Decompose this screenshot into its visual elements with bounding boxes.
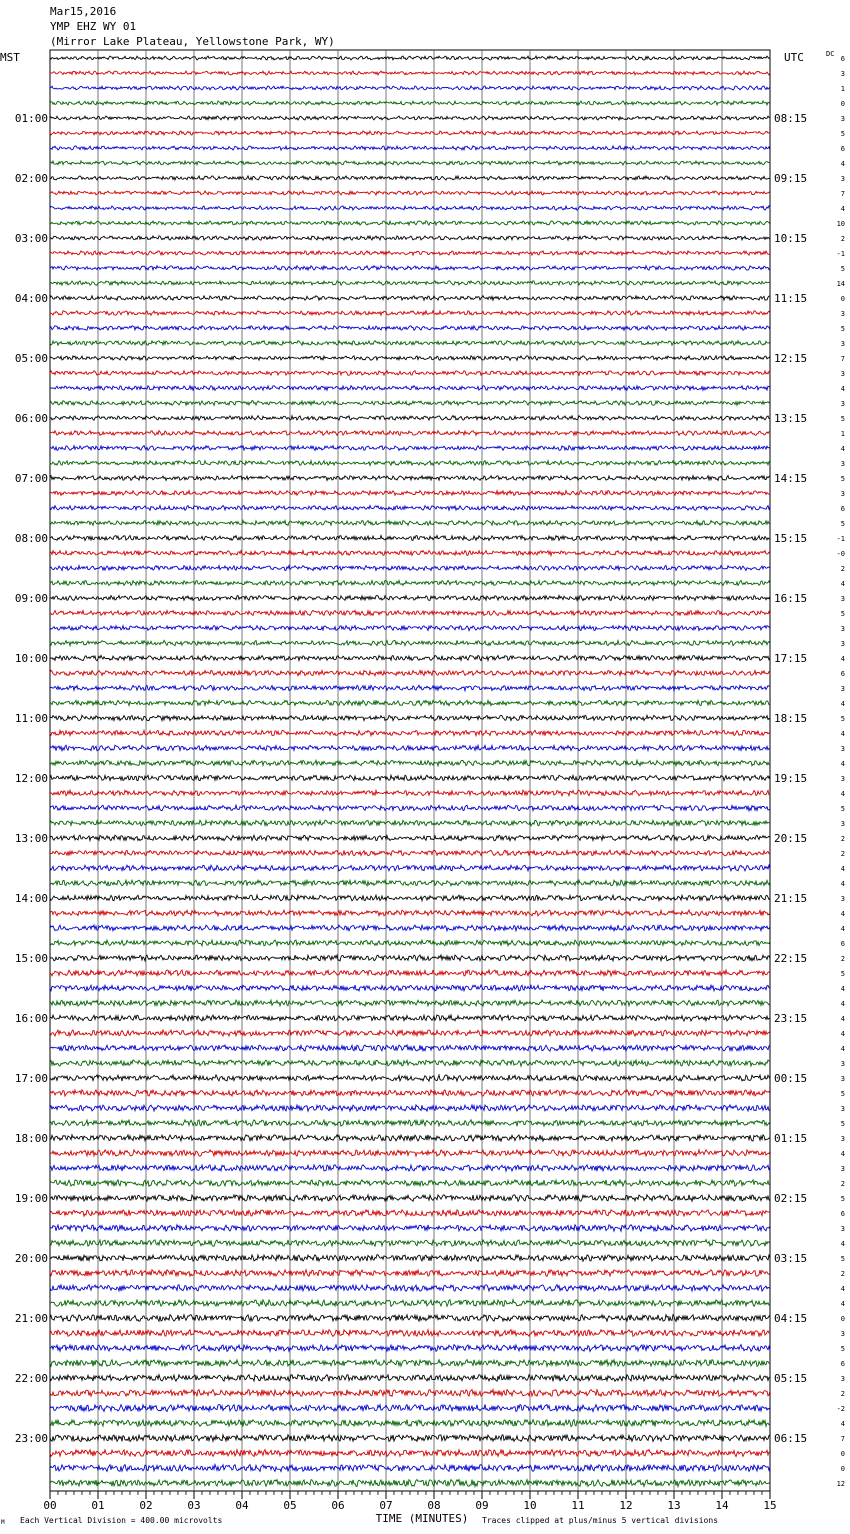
trace-line [50, 491, 770, 496]
trace-line [50, 1060, 770, 1066]
trace-line [50, 326, 770, 331]
utc-hour-label: 23:15 [774, 1012, 808, 1025]
dc-offset-value: 4 [840, 205, 845, 213]
dc-offset-value: 4 [840, 730, 845, 738]
x-tick-label: 02 [139, 1499, 153, 1512]
utc-hour-label: 10:15 [774, 232, 808, 245]
trace-line [50, 745, 770, 751]
utc-hour-label: 03:15 [774, 1252, 808, 1265]
trace-line [50, 521, 770, 526]
trace-line [50, 760, 770, 765]
dc-offset-value: 5 [840, 265, 845, 273]
trace-line [50, 955, 770, 961]
dc-offset-value: 6 [840, 55, 845, 63]
mst-hour-label: 23:00 [14, 1432, 48, 1445]
trace-line [50, 970, 770, 976]
utc-axis-label: UTC [784, 51, 804, 64]
trace-line [50, 116, 770, 120]
trace-line [50, 1045, 770, 1051]
dc-offset-value: 12 [836, 1480, 845, 1488]
dc-offset-value: -0 [836, 550, 845, 558]
trace-line [50, 895, 770, 901]
mst-hour-label: 06:00 [14, 412, 48, 425]
dc-offset-value: 2 [840, 955, 845, 963]
dc-offset-value: 6 [840, 940, 845, 948]
trace-line [50, 1180, 770, 1186]
trace-line [50, 386, 770, 391]
dc-offset-value: 3 [840, 775, 845, 783]
dc-offset-value: 4 [840, 790, 845, 798]
dc-offset-value: 5 [840, 1090, 845, 1098]
dc-offset-value: 5 [840, 805, 845, 813]
dc-offset-value: 2 [840, 235, 845, 243]
dc-offset-value: 3 [840, 175, 845, 183]
dc-offset-value: 2 [840, 850, 845, 858]
dc-offset-value: 4 [840, 910, 845, 918]
trace-line [50, 506, 770, 511]
trace-line [50, 551, 770, 556]
utc-hour-label: 12:15 [774, 352, 808, 365]
trace-line [50, 1240, 770, 1247]
dc-offset-value: 3 [840, 1330, 845, 1338]
x-tick-label: 14 [715, 1499, 729, 1512]
trace-line [50, 1090, 770, 1096]
trace-line [50, 925, 770, 931]
utc-hour-label: 20:15 [774, 832, 808, 845]
x-tick-label: 00 [43, 1499, 57, 1512]
trace-line [50, 446, 770, 451]
dc-offset-value: 3 [840, 1105, 845, 1113]
mst-hour-label: 22:00 [14, 1372, 48, 1385]
mst-hour-label: 09:00 [14, 592, 48, 605]
dc-offset-value: 4 [840, 985, 845, 993]
trace-line [50, 1360, 770, 1367]
trace-line [50, 371, 770, 376]
utc-hour-label: 08:15 [774, 112, 808, 125]
dc-offset-value: 4 [840, 1045, 845, 1053]
date-label: Mar15,2016 [50, 5, 117, 18]
dc-offset-value: -1 [836, 535, 845, 543]
dc-offset-value: 2 [840, 1390, 845, 1398]
x-tick-label: 03 [187, 1499, 201, 1512]
dc-offset-value: 3 [840, 370, 845, 378]
corner-mark: M [1, 1519, 5, 1526]
mst-hour-label: 07:00 [14, 472, 48, 485]
dc-offset-value: 4 [840, 655, 845, 663]
utc-hour-label: 19:15 [774, 772, 808, 785]
trace-line [50, 296, 770, 301]
trace-line [50, 1480, 770, 1487]
dc-offset-value: 0 [840, 1315, 845, 1323]
utc-hour-label: 13:15 [774, 412, 808, 425]
utc-hour-label: 21:15 [774, 892, 808, 905]
x-tick-label: 11 [571, 1499, 585, 1512]
dc-offset-value: 5 [840, 970, 845, 978]
trace-line [50, 356, 770, 361]
trace-line [50, 86, 770, 90]
dc-offset-value: 3 [840, 310, 845, 318]
dc-offset-value: 7 [840, 355, 845, 363]
trace-line [50, 1015, 770, 1021]
dc-offset-value: 6 [840, 145, 845, 153]
dc-offset-value: 4 [840, 160, 845, 168]
dc-offset-value: 3 [840, 1060, 845, 1068]
dc-offset-value: 4 [840, 445, 845, 453]
dc-offset-value: 7 [840, 1435, 845, 1443]
trace-line [50, 56, 770, 60]
dc-offset-value: 0 [840, 100, 845, 108]
trace-line [50, 251, 770, 255]
trace-line [50, 146, 770, 150]
utc-hour-label: 05:15 [774, 1372, 808, 1385]
trace-line [50, 401, 770, 406]
x-tick-label: 08 [427, 1499, 441, 1512]
dc-offset-value: 4 [840, 700, 845, 708]
trace-line [50, 820, 770, 826]
dc-offset-value: 3 [840, 490, 845, 498]
trace-line [50, 1075, 770, 1081]
mst-hour-label: 17:00 [14, 1072, 48, 1085]
mst-hour-label: 21:00 [14, 1312, 48, 1325]
trace-line [50, 580, 770, 585]
dc-offset-value: 3 [840, 1165, 845, 1173]
utc-hour-label: 18:15 [774, 712, 808, 725]
mst-hour-label: 13:00 [14, 832, 48, 845]
utc-hour-label: 02:15 [774, 1192, 808, 1205]
utc-hour-label: 04:15 [774, 1312, 808, 1325]
trace-line [50, 730, 770, 735]
trace-line [50, 1225, 770, 1231]
trace-line [50, 1300, 770, 1307]
dc-offset-value: 3 [840, 400, 845, 408]
trace-line [50, 1030, 770, 1036]
trace-line [50, 880, 770, 886]
trace-line [50, 1255, 770, 1262]
trace-line [50, 1195, 770, 1201]
clip-note: Traces clipped at plus/minus 5 vertical divisions [482, 1516, 719, 1525]
dc-offset-value: 6 [840, 1360, 845, 1368]
dc-offset-value: 5 [840, 1255, 845, 1263]
trace-line [50, 1150, 770, 1156]
trace-line [50, 1330, 770, 1337]
trace-line [50, 1375, 770, 1382]
trace-line [50, 985, 770, 991]
dc-offset-value: 6 [840, 505, 845, 513]
utc-hour-label: 01:15 [774, 1132, 808, 1145]
trace-line [50, 850, 770, 856]
dc-offset-value: 3 [840, 640, 845, 648]
trace-line [50, 416, 770, 421]
utc-hour-label: 00:15 [774, 1072, 808, 1085]
utc-hour-label: 09:15 [774, 172, 808, 185]
trace-line [50, 1450, 770, 1457]
dc-offset-value: 14 [836, 280, 845, 288]
mst-hour-label: 10:00 [14, 652, 48, 665]
trace-line [50, 461, 770, 466]
dc-offset-value: 4 [840, 865, 845, 873]
utc-hour-label: 17:15 [774, 652, 808, 665]
mst-axis-label: MST [0, 51, 20, 64]
mst-hour-label: 11:00 [14, 712, 48, 725]
dc-label: DC [826, 50, 835, 58]
dc-offset-value: 4 [840, 1000, 845, 1008]
dc-offset-value: 4 [840, 1150, 845, 1158]
trace-line [50, 131, 770, 135]
dc-offset-value: 2 [840, 565, 845, 573]
utc-hour-label: 15:15 [774, 532, 808, 545]
trace-line [50, 940, 770, 946]
dc-offset-value: 3 [840, 820, 845, 828]
dc-offset-value: 2 [840, 1180, 845, 1188]
utc-hour-label: 16:15 [774, 592, 808, 605]
dc-offset-value: 3 [840, 340, 845, 348]
trace-line [50, 640, 770, 645]
trace-line [50, 910, 770, 916]
x-tick-label: 13 [667, 1499, 681, 1512]
x-tick-label: 06 [331, 1499, 345, 1512]
dc-offset-value: 0 [840, 1465, 845, 1473]
mst-hour-label: 20:00 [14, 1252, 48, 1265]
trace-line [50, 1105, 770, 1111]
trace-line [50, 1270, 770, 1277]
trace-line [50, 476, 770, 481]
dc-offset-value: 4 [840, 925, 845, 933]
trace-line [50, 596, 770, 601]
trace-line [50, 431, 770, 436]
mst-hour-label: 03:00 [14, 232, 48, 245]
trace-line [50, 1000, 770, 1006]
trace-line [50, 1315, 770, 1322]
trace-line [50, 865, 770, 871]
dc-offset-value: 3 [840, 1375, 845, 1383]
dc-offset-value: 4 [840, 580, 845, 588]
mst-hour-label: 16:00 [14, 1012, 48, 1025]
dc-offset-value: 3 [840, 460, 845, 468]
dc-offset-value: 3 [840, 895, 845, 903]
x-tick-label: 12 [619, 1499, 633, 1512]
dc-offset-value: 5 [840, 520, 845, 528]
dc-offset-value: -1 [836, 250, 845, 258]
x-tick-label: 07 [379, 1499, 393, 1512]
mst-hour-label: 19:00 [14, 1192, 48, 1205]
dc-offset-value: 7 [840, 190, 845, 198]
trace-line [50, 266, 770, 270]
x-axis-title: TIME (MINUTES) [375, 1512, 469, 1525]
dc-offset-value: 5 [840, 1120, 845, 1128]
dc-offset-value: 5 [840, 610, 845, 618]
dc-offset-value: 3 [840, 595, 845, 603]
trace-line [50, 1210, 770, 1216]
location-label: (Mirror Lake Plateau, Yellowstone Park, WY) [50, 35, 335, 48]
dc-offset-value: 0 [840, 1450, 845, 1458]
dc-offset-value: 3 [840, 745, 845, 753]
trace-line [50, 101, 770, 105]
x-tick-label: 04 [235, 1499, 249, 1512]
dc-offset-value: 5 [840, 715, 845, 723]
trace-line [50, 536, 770, 541]
mst-hour-label: 15:00 [14, 952, 48, 965]
dc-offset-value: 4 [840, 1030, 845, 1038]
dc-offset-value: 3 [840, 1075, 845, 1083]
dc-offset-value: 1 [840, 85, 845, 93]
dc-offset-value: 3 [840, 1135, 845, 1143]
dc-offset-value: 5 [840, 415, 845, 423]
dc-offset-value: 3 [840, 625, 845, 633]
x-tick-label: 01 [91, 1499, 105, 1512]
trace-line [50, 835, 770, 841]
dc-offset-value: 4 [840, 1240, 845, 1248]
trace-line [50, 161, 770, 165]
trace-line [50, 176, 770, 180]
dc-offset-value: 10 [836, 220, 845, 228]
trace-line [50, 790, 770, 796]
dc-offset-value: 4 [840, 1285, 845, 1293]
utc-hour-label: 06:15 [774, 1432, 808, 1445]
mst-hour-label: 02:00 [14, 172, 48, 185]
dc-offset-value: 2 [840, 1270, 845, 1278]
dc-offset-value: 0 [840, 295, 845, 303]
mst-hour-label: 08:00 [14, 532, 48, 545]
trace-line [50, 221, 770, 225]
trace-line [50, 71, 770, 75]
dc-offset-value: 4 [840, 385, 845, 393]
dc-offset-value: 4 [840, 1300, 845, 1308]
trace-line [50, 191, 770, 195]
dc-offset-value: 4 [840, 1420, 845, 1428]
mst-hour-label: 01:00 [14, 112, 48, 125]
scale-note: Each Vertical Division = 400.00 microvolts [20, 1516, 223, 1525]
trace-line [50, 775, 770, 780]
dc-offset-value: 6 [840, 1210, 845, 1218]
trace-line [50, 206, 770, 210]
dc-offset-value: 3 [840, 1225, 845, 1233]
dc-offset-value: 6 [840, 670, 845, 678]
trace-line [50, 1465, 770, 1472]
mst-hour-label: 18:00 [14, 1132, 48, 1145]
trace-line [50, 1405, 770, 1412]
x-tick-label: 10 [523, 1499, 537, 1512]
trace-line [50, 700, 770, 705]
mst-hour-label: 14:00 [14, 892, 48, 905]
trace-line [50, 311, 770, 315]
utc-hour-label: 22:15 [774, 952, 808, 965]
trace-line [50, 566, 770, 571]
x-tick-label: 09 [475, 1499, 489, 1512]
dc-offset-value: 3 [840, 115, 845, 123]
trace-line [50, 805, 770, 811]
dc-offset-value: 5 [840, 325, 845, 333]
x-tick-label: 05 [283, 1499, 297, 1512]
dc-offset-value: 5 [840, 1195, 845, 1203]
utc-hour-label: 14:15 [774, 472, 808, 485]
mst-hour-label: 12:00 [14, 772, 48, 785]
trace-line [50, 1390, 770, 1397]
dc-offset-value: 3 [840, 70, 845, 78]
dc-offset-value: 5 [840, 130, 845, 138]
trace-line [50, 670, 770, 675]
dc-offset-value: 3 [840, 685, 845, 693]
trace-line [50, 236, 770, 240]
dc-offset-value: 4 [840, 1015, 845, 1023]
trace-line [50, 1120, 770, 1126]
trace-line [50, 1345, 770, 1352]
dc-offset-value: 5 [840, 475, 845, 483]
station-label: YMP EHZ WY 01 [50, 20, 137, 33]
dc-offset-value: 4 [840, 880, 845, 888]
trace-line [50, 1135, 770, 1141]
dc-offset-value: 2 [840, 835, 845, 843]
trace-line [50, 1420, 770, 1427]
mst-hour-label: 05:00 [14, 352, 48, 365]
trace-line [50, 626, 770, 631]
trace-line [50, 1285, 770, 1292]
trace-line [50, 685, 770, 690]
trace-line [50, 715, 770, 720]
trace-line [50, 610, 770, 615]
trace-line [50, 1165, 770, 1171]
utc-hour-label: 11:15 [774, 292, 808, 305]
dc-offset-value: 4 [840, 760, 845, 768]
dc-offset-value: 1 [840, 430, 845, 438]
trace-line [50, 655, 770, 660]
dc-offset-value: 5 [840, 1345, 845, 1353]
x-tick-label: 15 [763, 1499, 777, 1512]
trace-line [50, 1435, 770, 1442]
trace-line [50, 341, 770, 346]
trace-line [50, 281, 770, 285]
mst-hour-label: 04:00 [14, 292, 48, 305]
dc-offset-value: -2 [836, 1405, 845, 1413]
